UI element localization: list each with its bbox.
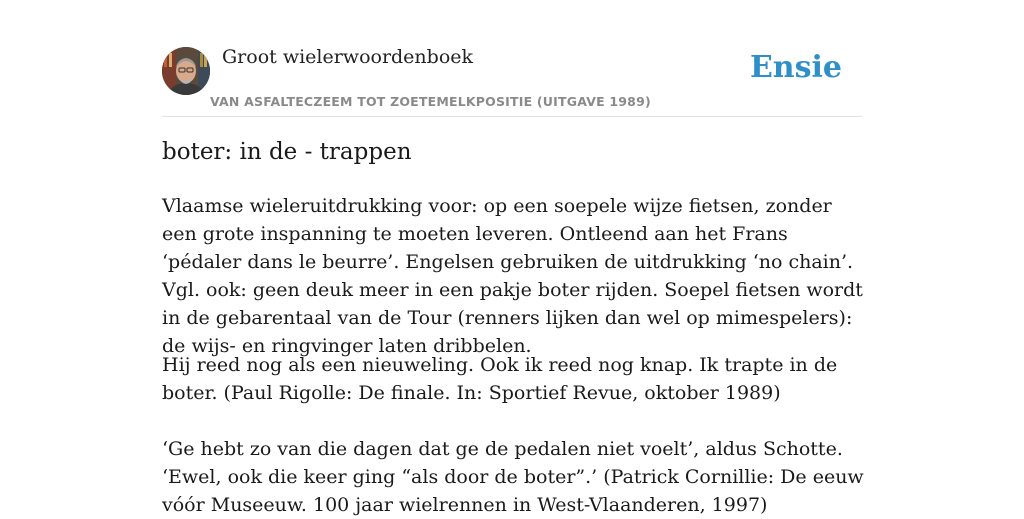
book-subtitle: VAN ASFALTECZEEM TOT ZOETEMELKPOSITIE (UITGAVE 1989) [210,94,651,109]
book-title[interactable]: Groot wielerwoordenboek [222,46,474,68]
brand-logo-link[interactable]: Ensie [749,50,842,85]
avatar-portrait-icon [162,47,210,95]
entry-quote: ‘Ge hebt zo van die dagen dat ge de pedalen niet voelt’, aldus Schotte. ‘Ewel, ook die keer ging “als door de boter”.’ (Patrick Cornillie: De eeuw vóór Museeuw. 100 jaar wielrennen in West-Vlaanderen, 1997) [162,438,864,516]
header [162,0,862,117]
author-avatar[interactable] [162,47,210,95]
entry-quote: Hij reed nog als een nieuweling. Ook ik reed nog knap. Ik trapte in de boter. (Paul Rigolle: De finale. In: Sportief Revue, oktober 1989) [162,354,838,404]
entry-definition: Vlaamse wieleruitdrukking voor: op een soepele wijze fietsen, zonder een grote inspanning te moeten leveren. Ontleend aan het Frans ‘pédaler dans le beurre’. Engelsen gebruiken de uitdrukking ‘no chain’. Vgl. ook: geen deuk meer in een pakje boter rijden. Soepel fietsen wordt in de gebarentaal van de Tour (renners lijken dan wel op mimespelers): de wijs- en ringvinger laten dribbelen. [162,195,863,357]
entry-title: boter: in de - trappen [162,139,412,165]
page [162,0,864,516]
